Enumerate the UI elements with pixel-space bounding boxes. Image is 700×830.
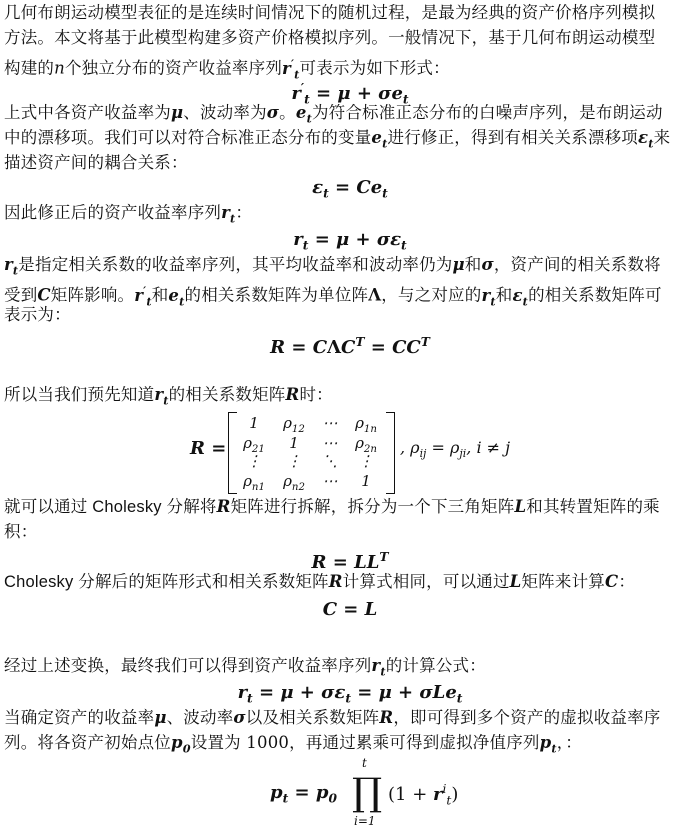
text-span: 矩阵影响。 bbox=[50, 285, 135, 305]
math-mu: μ bbox=[452, 255, 465, 274]
paragraph-6-line-1 bbox=[4, 496, 696, 518]
math-r-t: $r_t$ bbox=[221, 203, 236, 226]
text-span: 和 bbox=[151, 285, 169, 305]
math-n: n bbox=[54, 58, 65, 78]
math-epsilon-t: $\varepsilon_t$ bbox=[512, 285, 529, 308]
paragraph-4-line-3 bbox=[4, 304, 696, 326]
equation-3: $r_t = \mu + \sigma\varepsilon_t$ bbox=[293, 229, 407, 253]
math-r-t: $r_t$ bbox=[4, 255, 19, 278]
text-span: 以及相关系数矩阵 bbox=[245, 708, 380, 727]
text-span: 和其转置矩阵的乘 bbox=[526, 497, 660, 516]
math-r-prime-t: $r'_t$ bbox=[134, 283, 152, 308]
text-span: ： bbox=[618, 572, 636, 591]
math-R: R bbox=[379, 708, 394, 727]
equation-7: $r_t = \mu + \sigma\varepsilon_t = \mu + \sigma Le_t$ bbox=[237, 682, 463, 706]
matrix-cell: ⋱ bbox=[322, 452, 338, 470]
text-span: 是指定相关系数的收益率序列，其平均收益率和波动率仍为 bbox=[18, 255, 453, 274]
matrix-cell: ⋮ bbox=[358, 452, 374, 470]
text-span: 矩阵来计算 bbox=[521, 572, 605, 591]
math-Lambda: Λ bbox=[368, 285, 382, 305]
text-span: 的相关系数矩阵可 bbox=[528, 285, 662, 305]
product-upper-limit: t bbox=[362, 756, 367, 770]
matrix-cell: 1 bbox=[361, 472, 371, 490]
text-span: ，资产间的相关系数将 bbox=[493, 255, 661, 274]
text-span: 进行修正，得到有相关关系漂移项 bbox=[387, 128, 638, 147]
text-span: 几何布朗运动模型表征的是连续时间情况下的随机过程，是最为经典的资产价格序列模拟 bbox=[4, 3, 656, 22]
text-span: 和 bbox=[464, 255, 482, 274]
paragraph-3-line-1 bbox=[4, 202, 696, 229]
text-span: 和 bbox=[495, 285, 513, 305]
text-span: 方法。本文将基于此模型构建多资产价格模拟序列。一般情况下，基于几何布朗运动模型 bbox=[4, 28, 656, 47]
text-span: 列。将各资产初始点位 bbox=[4, 733, 171, 752]
paragraph-1-line-1 bbox=[4, 2, 696, 24]
text-span: 中的漂移项。我们可以对符合标准正态分布的变量 bbox=[4, 128, 372, 147]
math-C: C bbox=[37, 285, 51, 305]
math-e-t: $e_t$ bbox=[295, 103, 312, 126]
equation-4: $R = C\Lambda C^T = CC^T$ bbox=[270, 335, 430, 358]
text-span: 为符合标准正态分布的白噪声序列，是布朗运动 bbox=[311, 103, 663, 122]
matrix-lhs: R = bbox=[190, 438, 227, 459]
matrix-cell: ⋮ bbox=[246, 452, 262, 470]
text-span: 可表示为如下形式： bbox=[299, 58, 450, 78]
equation-2: $\varepsilon_t = Ce_t$ bbox=[312, 177, 388, 201]
math-mu: μ bbox=[154, 708, 167, 727]
math-L: L bbox=[509, 572, 522, 591]
equation-8 bbox=[270, 756, 470, 828]
math-sigma: σ bbox=[233, 708, 246, 727]
paragraph-9-line-1 bbox=[4, 707, 696, 729]
text-span: 矩阵进行拆解，拆分为一个下三角矩阵 bbox=[230, 497, 515, 516]
text-span: 来 bbox=[653, 128, 671, 147]
equation-5: $R = LL^T$ bbox=[311, 550, 389, 573]
math-R: R bbox=[285, 385, 300, 404]
math-r-t: $r_t$ bbox=[154, 385, 169, 408]
text-span: 、波动率 bbox=[166, 708, 234, 727]
text-span: Cholesky 分解后的矩阵形式和相关系数矩阵 bbox=[4, 573, 329, 591]
paragraph-2-line-3 bbox=[4, 152, 696, 174]
matrix-cell: $\rho_{21}$ bbox=[243, 434, 265, 455]
math-L: L bbox=[514, 497, 527, 516]
text-span: 时： bbox=[299, 385, 333, 404]
matrix-condition: , $\rho_{ij} = \rho_{ji}$, i ≠ j bbox=[400, 438, 511, 461]
product-symbol: ∏ bbox=[352, 770, 383, 814]
paragraph-2-line-1 bbox=[4, 102, 696, 129]
text-span: ： bbox=[235, 203, 253, 222]
equation-6: C = L bbox=[322, 599, 378, 620]
text-span: 。 bbox=[279, 103, 296, 122]
text-span: 的计算公式： bbox=[385, 656, 486, 675]
matrix-cell: 1 bbox=[249, 414, 259, 432]
math-epsilon-t: $\varepsilon_t$ bbox=[638, 128, 654, 151]
text-span: 当确定资产的收益率 bbox=[4, 708, 155, 727]
text-span: 构建的 bbox=[4, 58, 55, 78]
paragraph-5-line-1 bbox=[4, 384, 696, 411]
math-R: R bbox=[216, 497, 231, 516]
math-e-t: $e_t$ bbox=[371, 128, 388, 151]
paragraph-7-line-1 bbox=[4, 571, 696, 593]
matrix-cell: ⋯ bbox=[322, 434, 338, 452]
equation-1: $r'_t = \mu + \sigma e_t$ bbox=[291, 81, 409, 107]
text-span: 经过上述变换，最终我们可以得到资产收益率序列 bbox=[4, 656, 372, 675]
paragraph-1-line-2 bbox=[4, 27, 696, 49]
math-sigma: σ bbox=[481, 255, 494, 274]
matrix-right-bracket bbox=[386, 412, 395, 494]
text-span: ，即可得到多个资产的虚拟收益率序 bbox=[393, 708, 661, 727]
paragraph-8-line-1 bbox=[4, 655, 696, 682]
math-R: R bbox=[328, 572, 343, 591]
matrix-cell: $\rho_{1n}$ bbox=[355, 414, 377, 435]
math-p-t: $p_t$ bbox=[539, 733, 557, 756]
text-span: 设置为 1000，再通过累乘可得到虚拟净值序列 bbox=[190, 733, 540, 752]
math-sigma: σ bbox=[266, 103, 280, 122]
text-span: 因此修正后的资产收益率序列 bbox=[4, 203, 222, 222]
text-span: 描述资产间的耦合关系： bbox=[4, 153, 188, 172]
matrix-cell: $\rho_{n1}$ bbox=[243, 472, 265, 493]
product-lhs: $p_t = p_0$ bbox=[270, 782, 337, 806]
product-rhs: $(1 + r^i_t)$ bbox=[388, 782, 459, 808]
paragraph-4-line-1 bbox=[4, 254, 696, 281]
matrix-cell: ⋯ bbox=[322, 414, 338, 432]
paragraph-2-line-2 bbox=[4, 127, 696, 154]
text-span: 表示为： bbox=[4, 305, 71, 324]
text-span: ，： bbox=[556, 733, 582, 752]
matrix-cell: $\rho_{12}$ bbox=[283, 414, 305, 435]
text-span: 个独立分布的资产收益率序列 bbox=[64, 58, 283, 78]
math-r-prime-t: $r'_t$ bbox=[282, 56, 300, 81]
matrix-cell: ⋯ bbox=[322, 472, 338, 490]
math-C: C bbox=[604, 572, 619, 591]
text-span: 、波动率为 bbox=[183, 103, 267, 122]
text-span: ，与之对应的 bbox=[381, 285, 482, 305]
math-p-0: $p_0$ bbox=[171, 733, 191, 756]
matrix-cell: ⋮ bbox=[286, 452, 302, 470]
correlation-matrix bbox=[190, 410, 520, 494]
text-span: 积： bbox=[4, 522, 38, 541]
matrix-cell: 1 bbox=[289, 434, 299, 452]
math-mu: μ bbox=[171, 103, 184, 122]
matrix-cell: $\rho_{2n}$ bbox=[355, 434, 377, 455]
text-span: 计算式相同，可以通过 bbox=[342, 572, 510, 591]
math-e-t: $e_t$ bbox=[168, 285, 185, 308]
text-span: 上式中各资产收益率为 bbox=[4, 103, 171, 122]
math-r-t: $r_t$ bbox=[481, 285, 496, 308]
text-span: 的相关系数矩阵 bbox=[168, 385, 286, 404]
matrix-cell: $\rho_{n2}$ bbox=[283, 472, 305, 493]
text-span: 就可以通过 Cholesky 分解将 bbox=[4, 498, 217, 516]
math-r-t: $r_t$ bbox=[371, 656, 386, 679]
product-lower-limit: i=1 bbox=[354, 814, 376, 828]
text-span: 所以当我们预先知道 bbox=[4, 385, 155, 404]
text-span: 的相关系数矩阵为单位阵 bbox=[184, 285, 369, 305]
text-span: 受到 bbox=[4, 285, 38, 305]
paragraph-6-line-2 bbox=[4, 521, 696, 543]
